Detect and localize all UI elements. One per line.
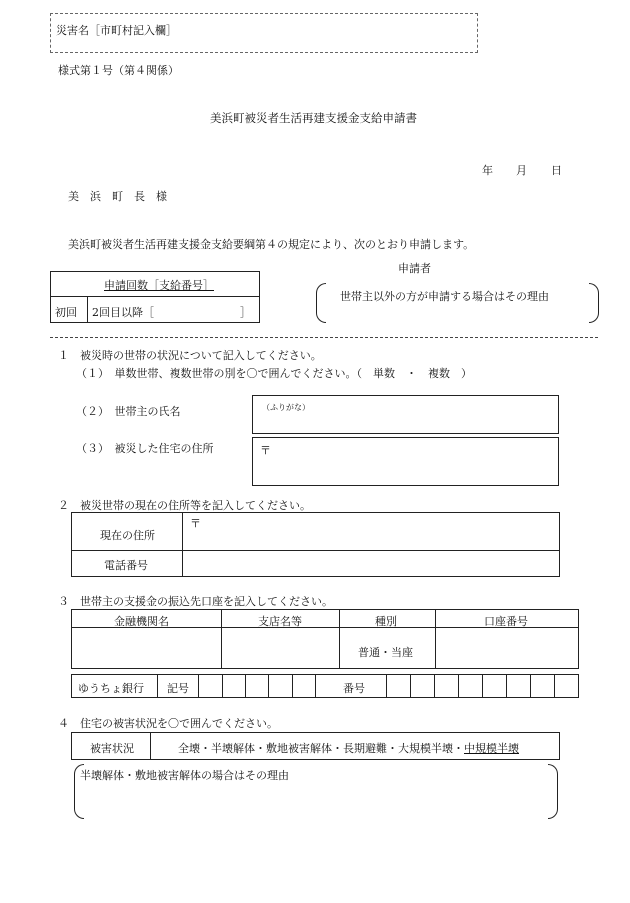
- addressee: 美 浜 町 長 様: [68, 190, 167, 203]
- date-day: 日: [551, 164, 562, 177]
- account-type-header: 種別: [375, 615, 397, 628]
- postal-mark-2: 〒: [190, 517, 201, 530]
- non-head-reason[interactable]: 世帯主以外の方が申請する場合はその理由: [340, 290, 549, 303]
- section4-heading: ４ 住宅の被害状況を〇で囲んでください。: [58, 717, 278, 730]
- second-application-prefix: 2回目以降［: [92, 306, 154, 319]
- section2-heading: ２ 被災世帯の現在の住所等を記入してください。: [58, 499, 311, 512]
- damage-options[interactable]: [178, 740, 519, 756]
- damage-options-plain: 全壊・半壊解体・敷地被害解体・長期避難・大規模半壊・: [178, 742, 464, 755]
- first-application[interactable]: 初回: [55, 306, 77, 319]
- damage-status-label: 被害状況: [90, 742, 134, 755]
- yucho-label: ゆうちょ銀行: [78, 682, 144, 695]
- yucho-row: [71, 674, 579, 698]
- disaster-name-label: 災害名［市町村記入欄］: [56, 24, 177, 37]
- section3-heading: ３ 世帯主の支援金の振込先口座を記入してください。: [58, 595, 333, 608]
- branch-header: 支店名等: [258, 615, 302, 628]
- document-title: 美浜町被災者生活再建支援金支給申請書: [210, 111, 417, 125]
- symbol-label: 記号: [167, 682, 189, 695]
- furigana-label: （ふりがな）: [262, 403, 310, 412]
- damaged-address-label: （３） 被災した住宅の住所: [76, 442, 214, 455]
- divider: [50, 337, 598, 338]
- reason-bracket-right: [548, 764, 558, 819]
- account-type-options[interactable]: 普通・当座: [358, 646, 413, 659]
- current-address-label: 現在の住所: [100, 529, 155, 542]
- phone-field[interactable]: [184, 552, 559, 576]
- damage-reason[interactable]: 半壊解体・敷地被害解体の場合はその理由: [80, 769, 289, 782]
- non-head-reason-bracket-right: [589, 283, 599, 323]
- head-name-field[interactable]: [252, 395, 559, 434]
- form-number: 様式第１号（第４関係）: [58, 64, 179, 77]
- damaged-address-field[interactable]: [252, 437, 559, 486]
- account-number-field[interactable]: [437, 629, 578, 668]
- non-head-reason-bracket-left: [316, 283, 326, 323]
- household-type-question[interactable]: （１） 単数世帯、複数世帯の別を〇で囲んでください。（ 単数 ・ 複数 ）: [76, 367, 472, 380]
- bank-name-header: 金融機関名: [114, 615, 169, 628]
- account-number-header: 口座番号: [484, 615, 528, 628]
- branch-field[interactable]: [223, 629, 338, 668]
- head-name-label: （２） 世帯主の氏名: [76, 405, 181, 418]
- phone-label: 電話番号: [104, 559, 148, 572]
- number-label: 番号: [343, 682, 365, 695]
- postal-mark: 〒: [260, 444, 271, 457]
- application-count-header: 申請回数［支給番号］: [104, 279, 214, 292]
- date-month: 月: [516, 164, 527, 177]
- damage-options-underlined: 中規模半壊: [464, 742, 519, 755]
- intro-text: 美浜町被災者生活再建支援金支給要綱第４の規定により、次のとおり申請します。: [68, 238, 475, 251]
- current-address-field[interactable]: [184, 513, 559, 549]
- second-application-close: ］: [240, 306, 251, 319]
- applicant-label: 申請者: [398, 262, 431, 275]
- second-application[interactable]: [92, 304, 154, 320]
- section1-heading: １ 被災時の世帯の状況について記入してください。: [58, 349, 322, 362]
- bank-name-field[interactable]: [72, 629, 220, 668]
- date-year: 年: [482, 164, 493, 177]
